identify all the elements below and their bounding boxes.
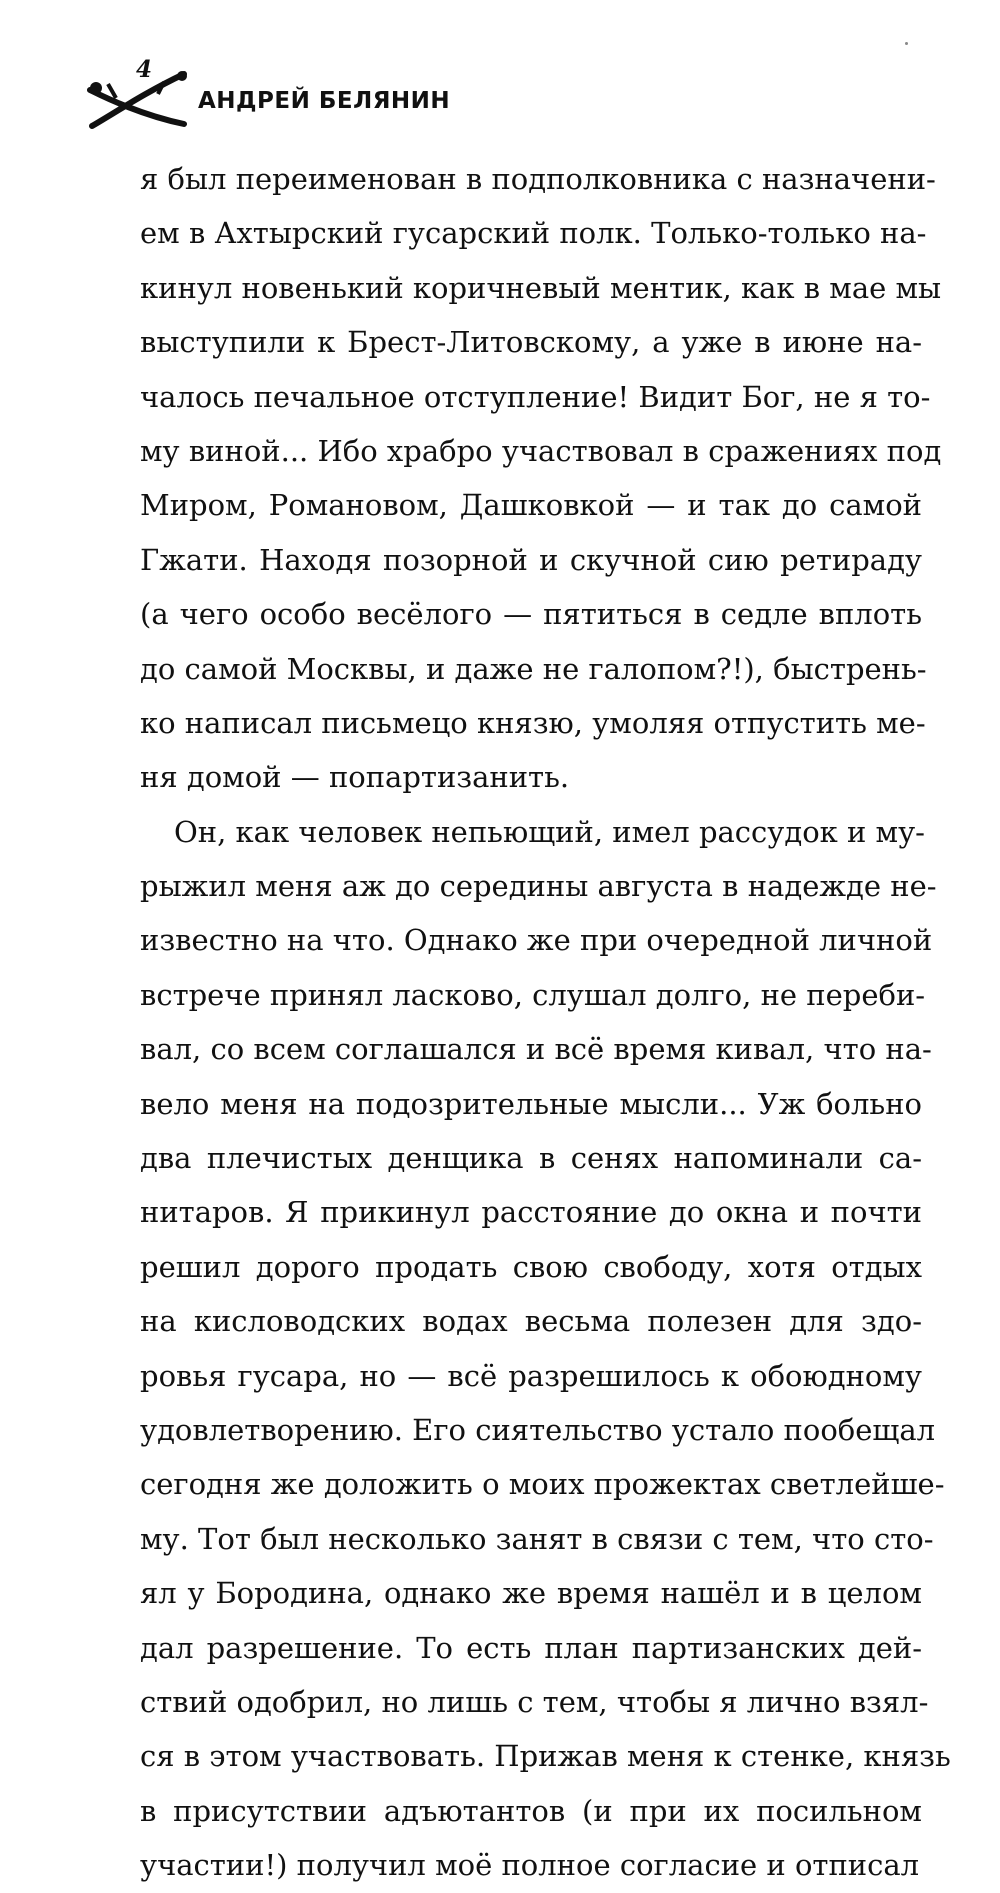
- text-line: ствий одобрил, но лишь с тем, чтобы я лично взял-: [140, 1684, 929, 1719]
- running-header: [86, 56, 506, 134]
- text-line: ял у Бородина, однако же время нашёл и в целом: [140, 1576, 922, 1611]
- text-line: я был переименован в подполковника с назначени-: [140, 162, 936, 196]
- text-line: два плечистых денщика в сенях напоминали са-: [140, 1141, 922, 1176]
- page-number: 4: [136, 56, 153, 83]
- text-line: вал, со всем соглашался и всё время кивал, что на-: [140, 1032, 932, 1067]
- text-line: удовлетворению. Его сиятельство устало пообещал: [140, 1412, 936, 1447]
- text-line: (а чего особо весёлого — пятиться в седле вплоть: [140, 597, 922, 632]
- text-line: кинул новенький коричневый ментик, как в мае мы: [140, 270, 942, 305]
- print-speck: [905, 42, 908, 45]
- text-line: на кисловодских водах весьма полезен для здо-: [140, 1304, 922, 1339]
- text-line: ко написал письмецо князю, умоляя отпустить ме-: [140, 705, 926, 740]
- text-line: участии!) получил моё полное согласие и отписал: [140, 1848, 920, 1883]
- text-line: ня домой — попартизанить.: [140, 760, 570, 795]
- body-text: [140, 152, 951, 1893]
- text-line: му. Тот был несколько занят в связи с тем, что сто-: [140, 1521, 934, 1556]
- text-line: встрече принял ласково, слушал долго, не переби-: [140, 977, 926, 1012]
- text-line: до самой Москвы, и даже не галопом?!), быстрень-: [140, 651, 927, 686]
- text-line: ся в этом участвовать. Прижав меня к стенке, князь: [140, 1739, 951, 1774]
- text-line: Гжати. Находя позорной и скучной сию ретираду: [140, 542, 922, 577]
- text-line: известно на что. Однако же при очередной личной: [140, 923, 933, 958]
- text-line: нитаров. Я прикинул расстояние до окна и почти: [140, 1195, 922, 1230]
- text-line: Миром, Романовом, Дашковкой — и так до самой: [140, 488, 922, 523]
- text-line: рыжил меня аж до середины августа в надежде не-: [140, 869, 937, 904]
- text-line: му виной... Ибо храбро участвовал в сражениях под: [140, 433, 942, 468]
- text-line: решил дорого продать свою свободу, хотя отдых: [140, 1249, 922, 1284]
- text-line: выступили к Брест-Литовскому, а уже в июне на-: [140, 325, 922, 360]
- text-line: чалось печальное отступление! Видит Бог, не я то-: [140, 379, 931, 414]
- text-line: ем в Ахтырский гусарский полк. Только-только на-: [140, 216, 927, 251]
- text-line: сегодня же доложить о моих прожектах светлейше-: [140, 1467, 945, 1502]
- text-line: дал разрешение. То есть план партизанских дей-: [140, 1630, 922, 1665]
- text-line: ровья гусара, но — всё разрешилось к обоюдному: [140, 1358, 922, 1393]
- text-line: Он, как человек непьющий, имел рассудок и му-: [174, 814, 925, 849]
- text-line: в присутствии адъютантов (и при их посильном: [140, 1793, 922, 1828]
- author-name: АНДРЕЙ БЕЛЯНИН: [198, 88, 451, 114]
- text-line: вело меня на подозрительные мысли... Уж больно: [140, 1086, 922, 1121]
